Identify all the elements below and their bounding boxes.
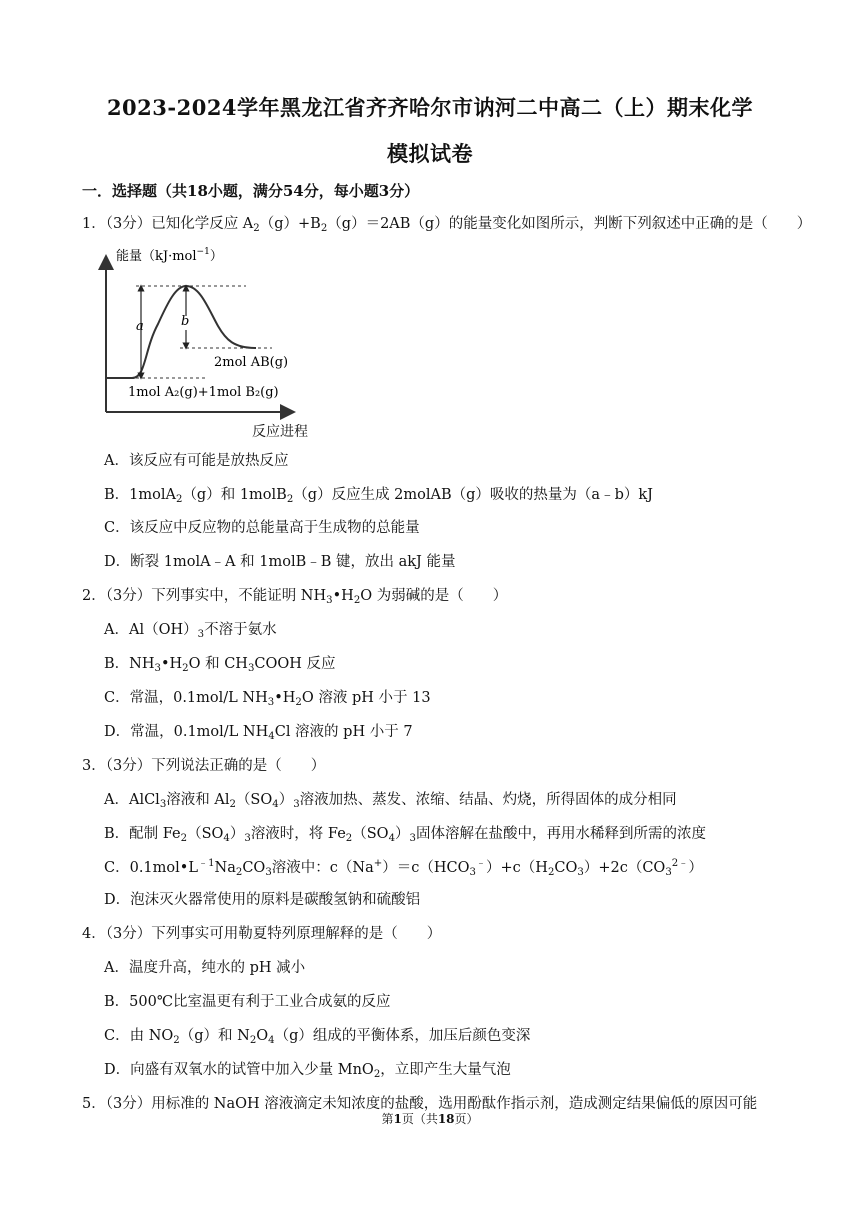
diagram-xlabel: 反应进程 <box>252 424 308 440</box>
q2-option-b: B．$NH_3•H_2O$ 和 $CH_3COOH$ 反应 <box>104 656 336 674</box>
doc-title-line2: 模拟试卷 <box>387 141 473 166</box>
reactant-label: 1mol A₂(g)+1mol B₂(g) <box>128 385 279 400</box>
product-label: 2mol AB(g) <box>214 355 289 370</box>
doc-title-line1: 2023-2024学年黑龙江省齐齐哈尔市讷河二中高二（上）期末化学 <box>106 95 754 120</box>
q1-option-b: B．1molA$_2$（g）和 1molB$_2$（g）反应生成 2molAB（g）吸收的热量为（a﹣b）kJ <box>104 487 653 505</box>
a-label: a <box>136 319 144 334</box>
question-5-stem: 5．（3分）用标准的 NaOH 溶液滴定未知浓度的盐酸，选用酚酞作指示剂，造成测定结果偏低的原因可能 <box>82 1096 758 1112</box>
q1-option-a: A．该反应有可能是放热反应 <box>104 453 289 469</box>
q3-option-d: D．泡沫灭火器常使用的原料是碳酸氢钠和硫酸铝 <box>104 892 421 908</box>
q4-option-a: A．温度升高，纯水的 pH 减小 <box>104 960 306 976</box>
q3-option-b: B．配制 $Fe_2(SO_4)_3$溶液时，将 $Fe_2(SO_4)_3$固体溶解在盐酸中，再用水稀释到所需的浓度 <box>104 826 706 844</box>
q4-option-b: B．500℃比室温更有利于工业合成氨的反应 <box>104 994 391 1010</box>
q2-option-c: C．常温，0.1mol/L $NH_3•H_2O$ 溶液 pH 小于 13 <box>104 690 431 708</box>
question-2-stem: 2．（3分）下列事实中，不能证明 $NH_3•H_2O$ 为弱碱的是（ ） <box>82 588 508 606</box>
diagram-ylabel: 能量（kJ·mol$^{-1}$） <box>116 247 223 264</box>
q3-option-a: A．AlCl$_3$溶液和 $Al_2(SO_4)_3$溶液加热、蒸发、浓缩、结晶、灼烧，所得固体的成分相同 <box>104 792 677 810</box>
q3-option-c: C．$0.1mol•L^{﹣1}Na_2CO_3$溶液中：$c(Na^+)=c(HCO_3^﹣)+c(H_2CO_3)+2c(CO_3^{2﹣})$ <box>104 858 703 878</box>
question-4-stem: 4．（3分）下列事实可用勒夏特列原理解释的是（ ） <box>82 926 442 942</box>
q1-option-c: C．该反应中反应物的总能量高于生成物的总能量 <box>104 520 420 536</box>
section-heading: 一．选择题（共18小题，满分54分，每小题3分） <box>82 182 420 200</box>
page-footer: 第1页（共18页） <box>381 1112 479 1126</box>
q2-option-d: D．常温，0.1mol/L $NH_4Cl$ 溶液的 pH 小于 7 <box>104 724 413 742</box>
q4-option-c: C．由 $NO_2(g)$和 $N_2O_4(g)$组成的平衡体系，加压后颜色变深 <box>104 1028 531 1046</box>
b-label: b <box>181 314 190 329</box>
q1-option-d: D．断裂 1molA﹣A 和 1molB﹣B 键，放出 akJ 能量 <box>104 554 456 570</box>
question-1-stem: 1．（3分）已知化学反应 $A_2(g)+B_2(g)=2AB(g)$的能量变化如图所示，判断下列叙述中正确的是（ ） <box>82 216 812 234</box>
q4-option-d: D．向盛有双氧水的试管中加入少量 MnO$_2$，立即产生大量气泡 <box>104 1062 511 1080</box>
question-3-stem: 3．（3分）下列说法正确的是（ ） <box>82 758 326 774</box>
q2-option-a: A．$Al(OH)_3$不溶于氨水 <box>104 622 277 640</box>
energy-diagram <box>96 238 296 438</box>
